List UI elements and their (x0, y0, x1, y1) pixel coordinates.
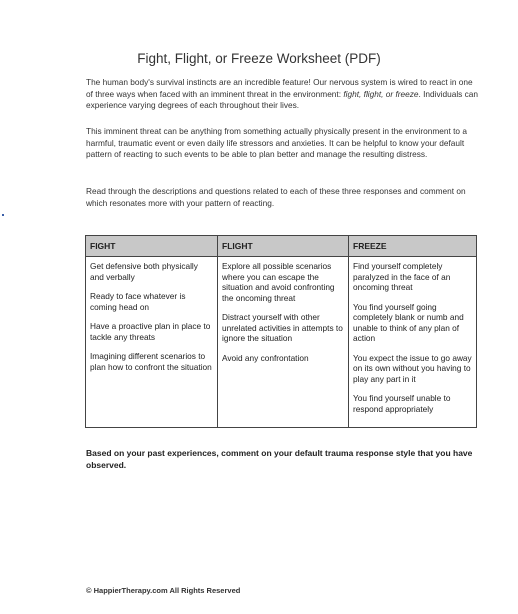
copyright-footer: © HappierTherapy.com All Rights Reserved (86, 586, 241, 595)
page-title: Fight, Flight, or Freeze Worksheet (PDF) (137, 51, 381, 66)
freeze-item: You expect the issue to go away on its own without you having to play any part in it (353, 352, 472, 384)
freeze-item: You find yourself going completely blank or numb and unable to think of any plan of action (353, 301, 464, 343)
flight-item: Explore all possible scenarios where you can escape the situation and avoid confronting the oncoming threat (222, 261, 335, 303)
freeze-item: Find yourself completely paralyzed in the face of an oncoming threat (353, 261, 451, 292)
intro-text-end: . Individuals can experience varying degrees of each throughout their lives. (86, 88, 479, 110)
header-fight: FIGHT (86, 236, 218, 257)
header-freeze: FREEZE (349, 236, 477, 257)
flight-item: Avoid any confrontation (222, 352, 309, 363)
intro-italic-terms: fight, flight, or freeze (343, 88, 419, 99)
reflection-question: Based on your past experiences, comment on your default trauma response style that you have observed. (86, 448, 473, 470)
fight-item: Get defensive both physically and verbally (90, 261, 198, 282)
flight-cell (218, 257, 349, 428)
intro-text-start: The human body's survival instincts are an incredible feature! Our nervous system is wired to react in one of three ways when faced with an imminent threat in the environment: (86, 77, 473, 99)
intro-paragraph (86, 77, 478, 112)
table-header-row (86, 236, 477, 257)
freeze-cell (349, 257, 477, 428)
freeze-item: You find yourself unable to respond appropriately (353, 393, 451, 414)
flight-item: Distract yourself with other unrelated activities in attempts to ignore the situation (222, 312, 343, 343)
table-row (86, 257, 477, 428)
fight-item: Have a proactive plan in place to tackle any threats (90, 321, 211, 342)
response-table (85, 235, 477, 428)
stray-dot (2, 214, 4, 216)
fight-cell (86, 257, 218, 428)
instructions-paragraph: Read through the descriptions and questions related to each of these three responses and comment on which resonates more with your pattern of reacting. (86, 186, 466, 208)
fight-item: Ready to face whatever is coming head on (90, 291, 186, 312)
threat-paragraph: This imminent threat can be anything from something actually physically present in the environment to a harmful, traumatic event or even daily life stressors and anxieties. It can be helpful to know your default pattern of reacting to such events to be able to plan better and manage the resulting distress. (86, 126, 467, 159)
header-flight: FLIGHT (218, 236, 349, 257)
fight-item: Imagining different scenarios to plan how to confront the situation (90, 351, 212, 372)
